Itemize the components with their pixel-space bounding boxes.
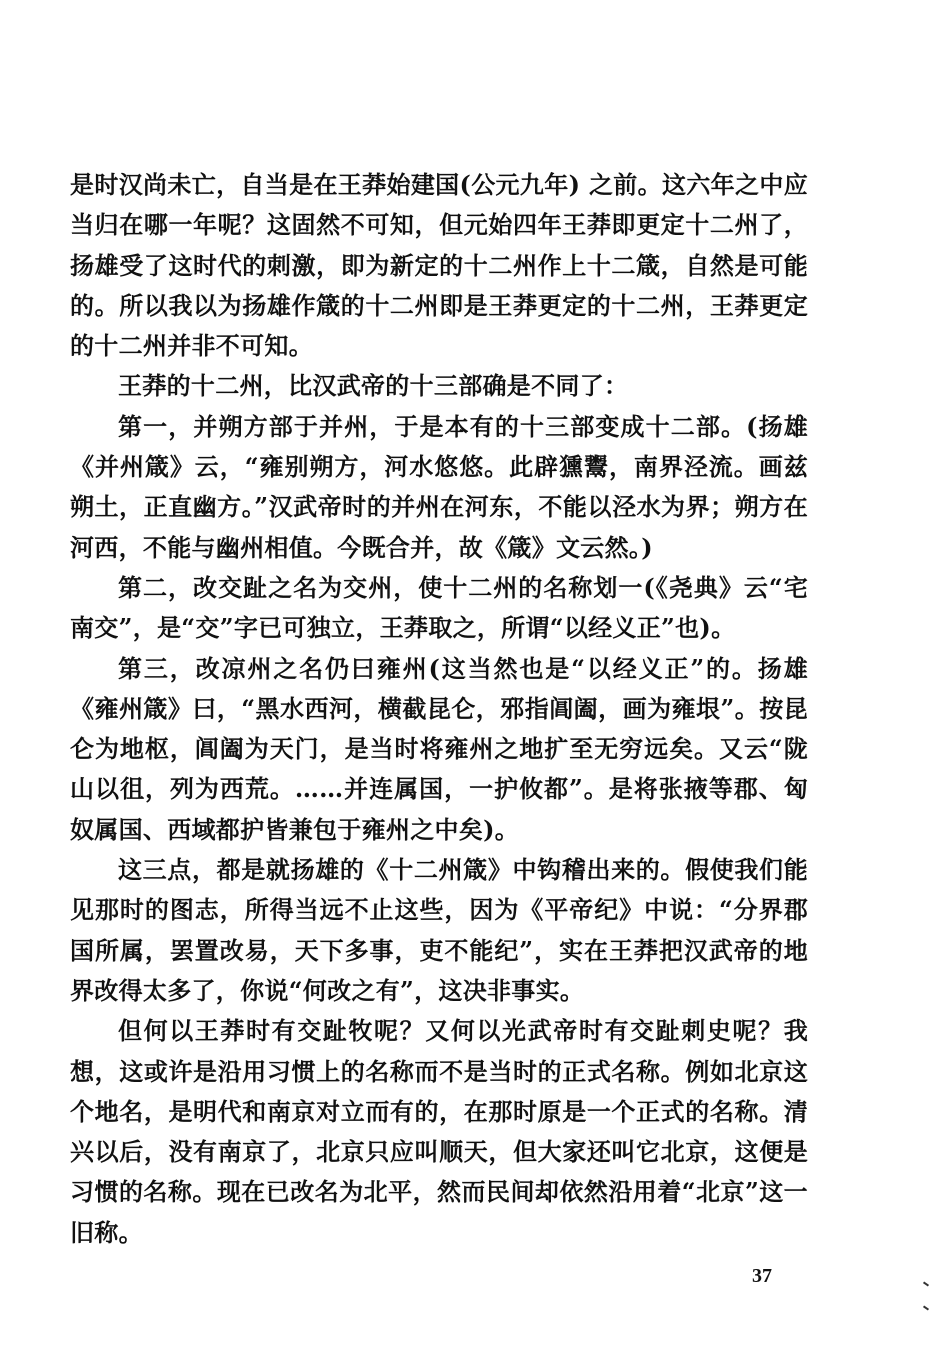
page-number: 37 [752,1265,772,1287]
body-text [70,165,808,1253]
scan-edge-mark [923,1305,929,1310]
paragraph-1: 是时汉尚未亡，自当是在王莽始建国(公元九年) 之前。这六年之中应当归在哪一年呢？这固然不可知，但元始四年王莽即更定十二州了，扬雄受了这时代的刺激，即为新定的十二州作上十二箴，自然是可能的。所以我以为扬雄作箴的十二州即是王莽更定的十二州，王莽更定的十二州并非不可知。 [70,170,808,361]
paragraph-4: 第二，改交趾之名为交州，使十二州的名称划一(《尧典》云“宅南交”，是“交”字已可独立，王莽取之，所谓“以经义正”也)。 [70,572,808,643]
paragraph-2: 王莽的十二州，比汉武帝的十三部确是不同了： [118,371,629,401]
paragraph-5: 第三，改凉州之名仍曰雍州(这当然也是“以经义正”的。扬雄《雍州箴》曰，“黑水西河，横截昆仑，邪指阊阖，画为雍垠”。按昆仑为地枢，阊阖为天门，是当时将雍州之地扩至无穷远矣。又云“陇山以徂，列为西荒。……并连属国，一护攸都”。是将张掖等郡、匈奴属国、西域都护皆兼包于雍州之中矣)。 [70,653,808,844]
paragraph-7: 但何以王莽时有交趾牧呢？又何以光武帝时有交趾刺史呢？我想，这或许是沿用习惯上的名称而不是当时的正式名称。例如北京这个地名，是明代和南京对立而有的，在那时原是一个正式的名称。清兴以后，没有南京了，北京只应叫顺天，但大家还叫它北京，这便是习惯的名称。现在已改名为北平，然而民间却依然沿用着“北京”这一旧称。 [70,1016,808,1247]
scan-edge-mark [923,1281,929,1286]
paragraph-6: 这三点，都是就扬雄的《十二州箴》中钩稽出来的。假使我们能见那时的图志，所得当远不止这些，因为《平帝纪》中说：“分界郡国所属，罢置改易，天下多事，吏不能纪”，实在王莽把汉武帝的地界改得太多了，你说“何改之有”，这决非事实。 [70,855,808,1005]
paragraph-3: 第一，并朔方部于并州，于是本有的十三部变成十二部。(扬雄《并州箴》云，“雍别朔方，河水悠悠。此辟獯鬻，南界泾流。画兹朔土，正直幽方。”汉武帝时的并州在河东，不能以泾水为界；朔方在河西，不能与幽州相值。今既合并，故《箴》文云然。) [70,411,808,562]
